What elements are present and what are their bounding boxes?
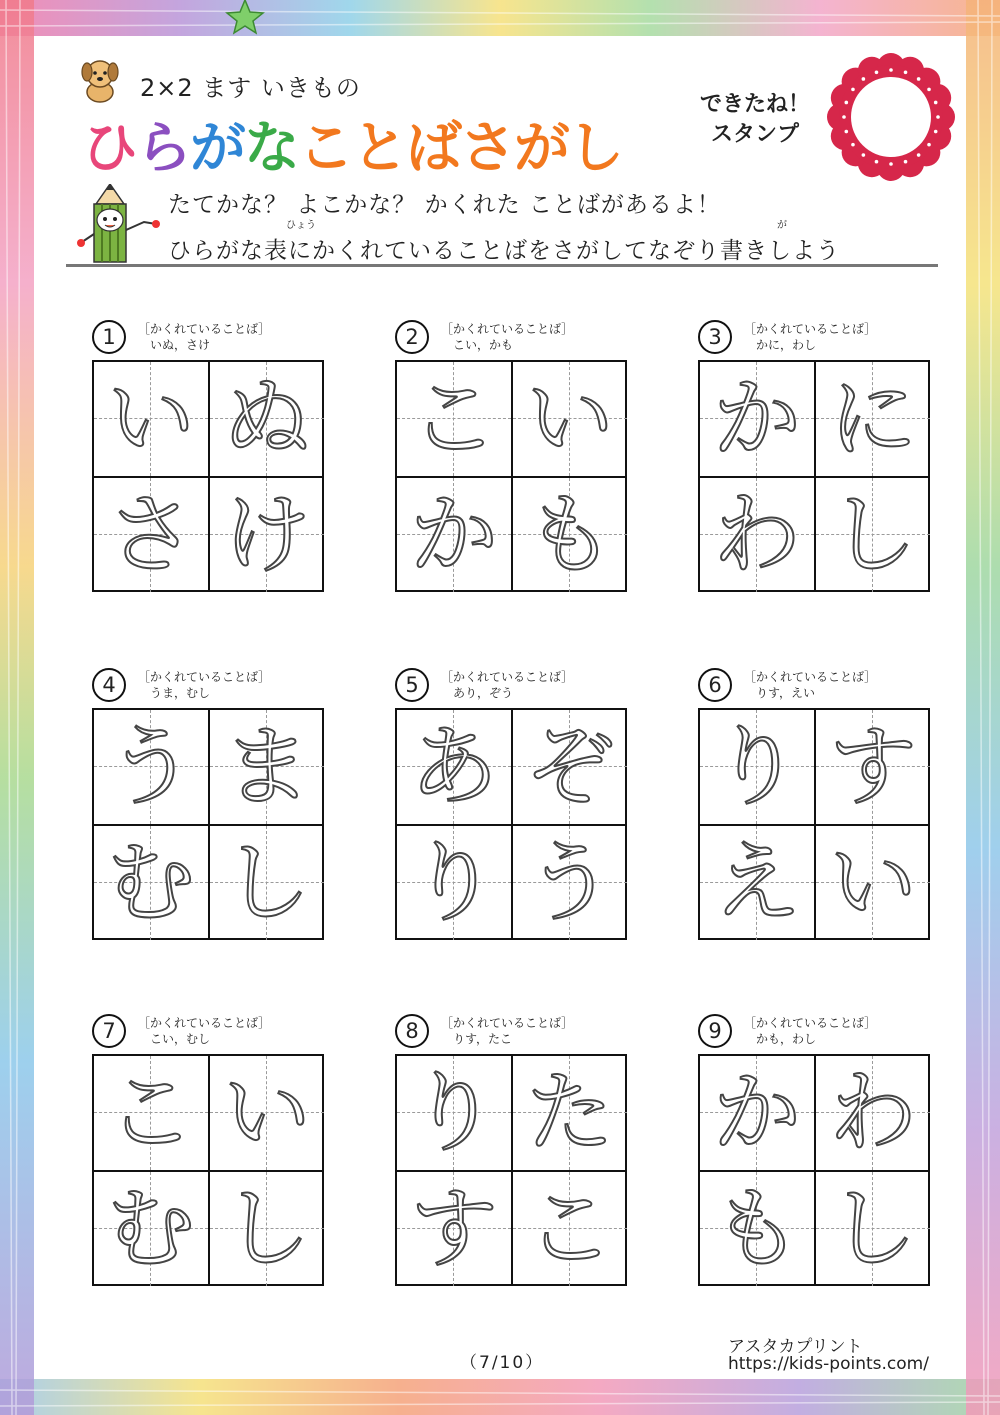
hint-words: こい，むし <box>150 1032 211 1046</box>
title-hiragana-part <box>82 116 298 181</box>
trace-character: も <box>712 1177 801 1280</box>
grid-cell[interactable] <box>397 710 511 824</box>
puzzle-6 <box>698 668 930 953</box>
hint-words: うま，むし <box>150 686 211 700</box>
puzzle-number: 9 <box>698 1014 732 1048</box>
trace-character: む <box>106 831 195 934</box>
puzzle-number: 8 <box>395 1014 429 1048</box>
grid-cell[interactable] <box>94 478 208 592</box>
brand-name: アスタカプリント <box>728 1337 863 1357</box>
grid-cell[interactable] <box>397 478 511 592</box>
grid-cell[interactable] <box>816 710 930 824</box>
title-char-2: が <box>190 116 244 181</box>
worksheet-title <box>82 104 622 184</box>
grid-divider-horizontal <box>94 1170 322 1172</box>
grid-cell[interactable] <box>210 1172 324 1286</box>
trace-character: い <box>828 831 917 934</box>
trace-character: う <box>525 831 614 934</box>
trace-character: り <box>712 715 801 818</box>
puzzle-number: 7 <box>92 1014 126 1048</box>
grid-cell[interactable] <box>94 1056 208 1170</box>
hiragana-grid <box>698 1054 930 1286</box>
puzzle-9 <box>698 1014 930 1299</box>
trace-character: す <box>828 715 917 818</box>
grid-cell[interactable] <box>816 362 930 476</box>
grid-cell[interactable] <box>513 362 627 476</box>
grid-divider-horizontal <box>397 1170 625 1172</box>
puzzle-4 <box>92 668 324 953</box>
trace-character: あ <box>409 715 498 818</box>
grid-cell[interactable] <box>816 1172 930 1286</box>
grid-cell[interactable] <box>397 826 511 940</box>
grid-cell[interactable] <box>397 1056 511 1170</box>
hint-heading: ［かくれていることば］ <box>441 1016 574 1030</box>
hiragana-grid <box>92 1054 324 1286</box>
hint-words: りす，えい <box>756 686 816 700</box>
trace-character: も <box>525 483 614 586</box>
instruction-line-2-text: ひらがな表にかくれていることばをさがしてなぞり書きしよう <box>168 238 840 264</box>
instruction-line-2 <box>168 220 840 265</box>
trace-character: か <box>712 367 801 470</box>
grid-cell[interactable] <box>816 1056 930 1170</box>
grid-cell[interactable] <box>700 710 814 824</box>
trace-character: か <box>409 483 498 586</box>
grid-divider-horizontal <box>397 476 625 478</box>
trace-character: わ <box>828 1061 917 1164</box>
grid-cell[interactable] <box>397 362 511 476</box>
trace-character: い <box>106 367 195 470</box>
trace-character: ぞ <box>525 715 614 818</box>
title-kotoba-sagashi: ことばさがし <box>298 116 622 181</box>
grid-cell[interactable] <box>700 1056 814 1170</box>
hiragana-grid <box>395 708 627 940</box>
trace-character: り <box>409 1061 498 1164</box>
grid-cell[interactable] <box>513 1056 627 1170</box>
trace-character: し <box>222 831 311 934</box>
grid-cell[interactable] <box>513 1172 627 1286</box>
hint-words: りす，たこ <box>453 1032 513 1046</box>
hiragana-grid <box>92 360 324 592</box>
hint-heading: ［かくれていることば］ <box>744 670 877 684</box>
trace-character: む <box>106 1177 195 1280</box>
hint-heading: ［かくれていることば］ <box>138 1016 271 1030</box>
stamp-label-line1: できたね！ <box>699 92 810 117</box>
header-divider <box>66 264 938 267</box>
grid-cell[interactable] <box>210 826 324 940</box>
trace-character: す <box>409 1177 498 1280</box>
puzzle-8 <box>395 1014 627 1299</box>
grid-cell[interactable] <box>210 362 324 476</box>
hint-words: かに，わし <box>756 338 817 352</box>
hint-heading: ［かくれていることば］ <box>744 322 877 336</box>
hiragana-grid <box>395 1054 627 1286</box>
grid-cell[interactable] <box>210 478 324 592</box>
hint-words: いぬ，さけ <box>150 338 211 352</box>
stamp-label <box>690 90 820 150</box>
title-char-0: ひ <box>82 116 136 181</box>
ruby-ga: が <box>777 220 787 231</box>
trace-character: ま <box>222 715 311 818</box>
puzzle-number: 1 <box>92 320 126 354</box>
trace-character: こ <box>525 1177 614 1280</box>
grid-cell[interactable] <box>210 710 324 824</box>
ruby-hyou: ひょう <box>286 220 316 231</box>
grid-cell[interactable] <box>816 826 930 940</box>
puzzle-number: 3 <box>698 320 732 354</box>
hiragana-grid <box>698 360 930 592</box>
grid-cell[interactable] <box>397 1172 511 1286</box>
puzzle-number: 6 <box>698 668 732 702</box>
puzzle-number: 2 <box>395 320 429 354</box>
dog-icon <box>76 54 124 104</box>
hint-words: こい，かも <box>453 338 514 352</box>
stamp-circle-icon <box>826 52 956 182</box>
hint-heading: ［かくれていることば］ <box>744 1016 877 1030</box>
puzzle-5 <box>395 668 627 953</box>
hint-heading: ［かくれていることば］ <box>138 670 271 684</box>
trace-character: い <box>525 367 614 470</box>
trace-character: わ <box>712 483 801 586</box>
grid-divider-horizontal <box>94 476 322 478</box>
grid-cell[interactable] <box>210 1056 324 1170</box>
site-url: https://kids-points.com/ <box>728 1354 929 1374</box>
title-char-1: ら <box>136 116 190 181</box>
puzzle-3 <box>698 320 930 605</box>
puzzle-number: 5 <box>395 668 429 702</box>
worksheet-subtitle: 2×2 ます いきもの <box>140 74 361 102</box>
grid-cell[interactable] <box>513 478 627 592</box>
grid-cell[interactable] <box>94 826 208 940</box>
grid-divider-horizontal <box>700 1170 928 1172</box>
grid-cell[interactable] <box>700 362 814 476</box>
stamp-label-line2: スタンプ <box>710 122 799 147</box>
grid-cell[interactable] <box>513 826 627 940</box>
grid-cell[interactable] <box>816 478 930 592</box>
grid-cell[interactable] <box>94 710 208 824</box>
hint-words: あり，ぞう <box>453 686 514 700</box>
grid-cell[interactable] <box>700 1172 814 1286</box>
grid-divider-horizontal <box>94 824 322 826</box>
trace-character: え <box>712 831 801 934</box>
trace-character: う <box>106 715 195 818</box>
hiragana-grid <box>395 360 627 592</box>
trace-character: た <box>525 1061 614 1164</box>
trace-character: こ <box>409 367 498 470</box>
puzzle-7 <box>92 1014 324 1299</box>
hint-words: かも，わし <box>756 1032 817 1046</box>
puzzle-1 <box>92 320 324 605</box>
trace-character: か <box>712 1061 801 1164</box>
trace-character: り <box>409 831 498 934</box>
trace-character: け <box>222 483 311 586</box>
grid-divider-horizontal <box>700 476 928 478</box>
puzzle-number: 4 <box>92 668 126 702</box>
hint-heading: ［かくれていることば］ <box>441 322 574 336</box>
puzzle-2 <box>395 320 627 605</box>
title-char-3: な <box>244 116 298 181</box>
trace-character: に <box>828 367 917 470</box>
grid-cell[interactable] <box>94 1172 208 1286</box>
grid-cell[interactable] <box>700 826 814 940</box>
hiragana-grid <box>92 708 324 940</box>
grid-divider-horizontal <box>700 824 928 826</box>
trace-character: い <box>222 1061 311 1164</box>
instruction-line-1: たてかな？ よこかな？ かくれた ことばがあるよ！ <box>168 192 721 218</box>
trace-character: し <box>828 483 917 586</box>
grid-cell[interactable] <box>94 362 208 476</box>
pencil-character-icon <box>72 184 164 266</box>
grid-divider-horizontal <box>397 824 625 826</box>
hint-heading: ［かくれていることば］ <box>441 670 574 684</box>
page-number: （7/10） <box>460 1353 545 1373</box>
hint-heading: ［かくれていることば］ <box>138 322 271 336</box>
trace-character: し <box>828 1177 917 1280</box>
hiragana-grid <box>698 708 930 940</box>
trace-character: さ <box>106 483 195 586</box>
trace-character: こ <box>106 1061 195 1164</box>
grid-cell[interactable] <box>700 478 814 592</box>
trace-character: ぬ <box>222 367 311 470</box>
grid-cell[interactable] <box>513 710 627 824</box>
trace-character: し <box>222 1177 311 1280</box>
